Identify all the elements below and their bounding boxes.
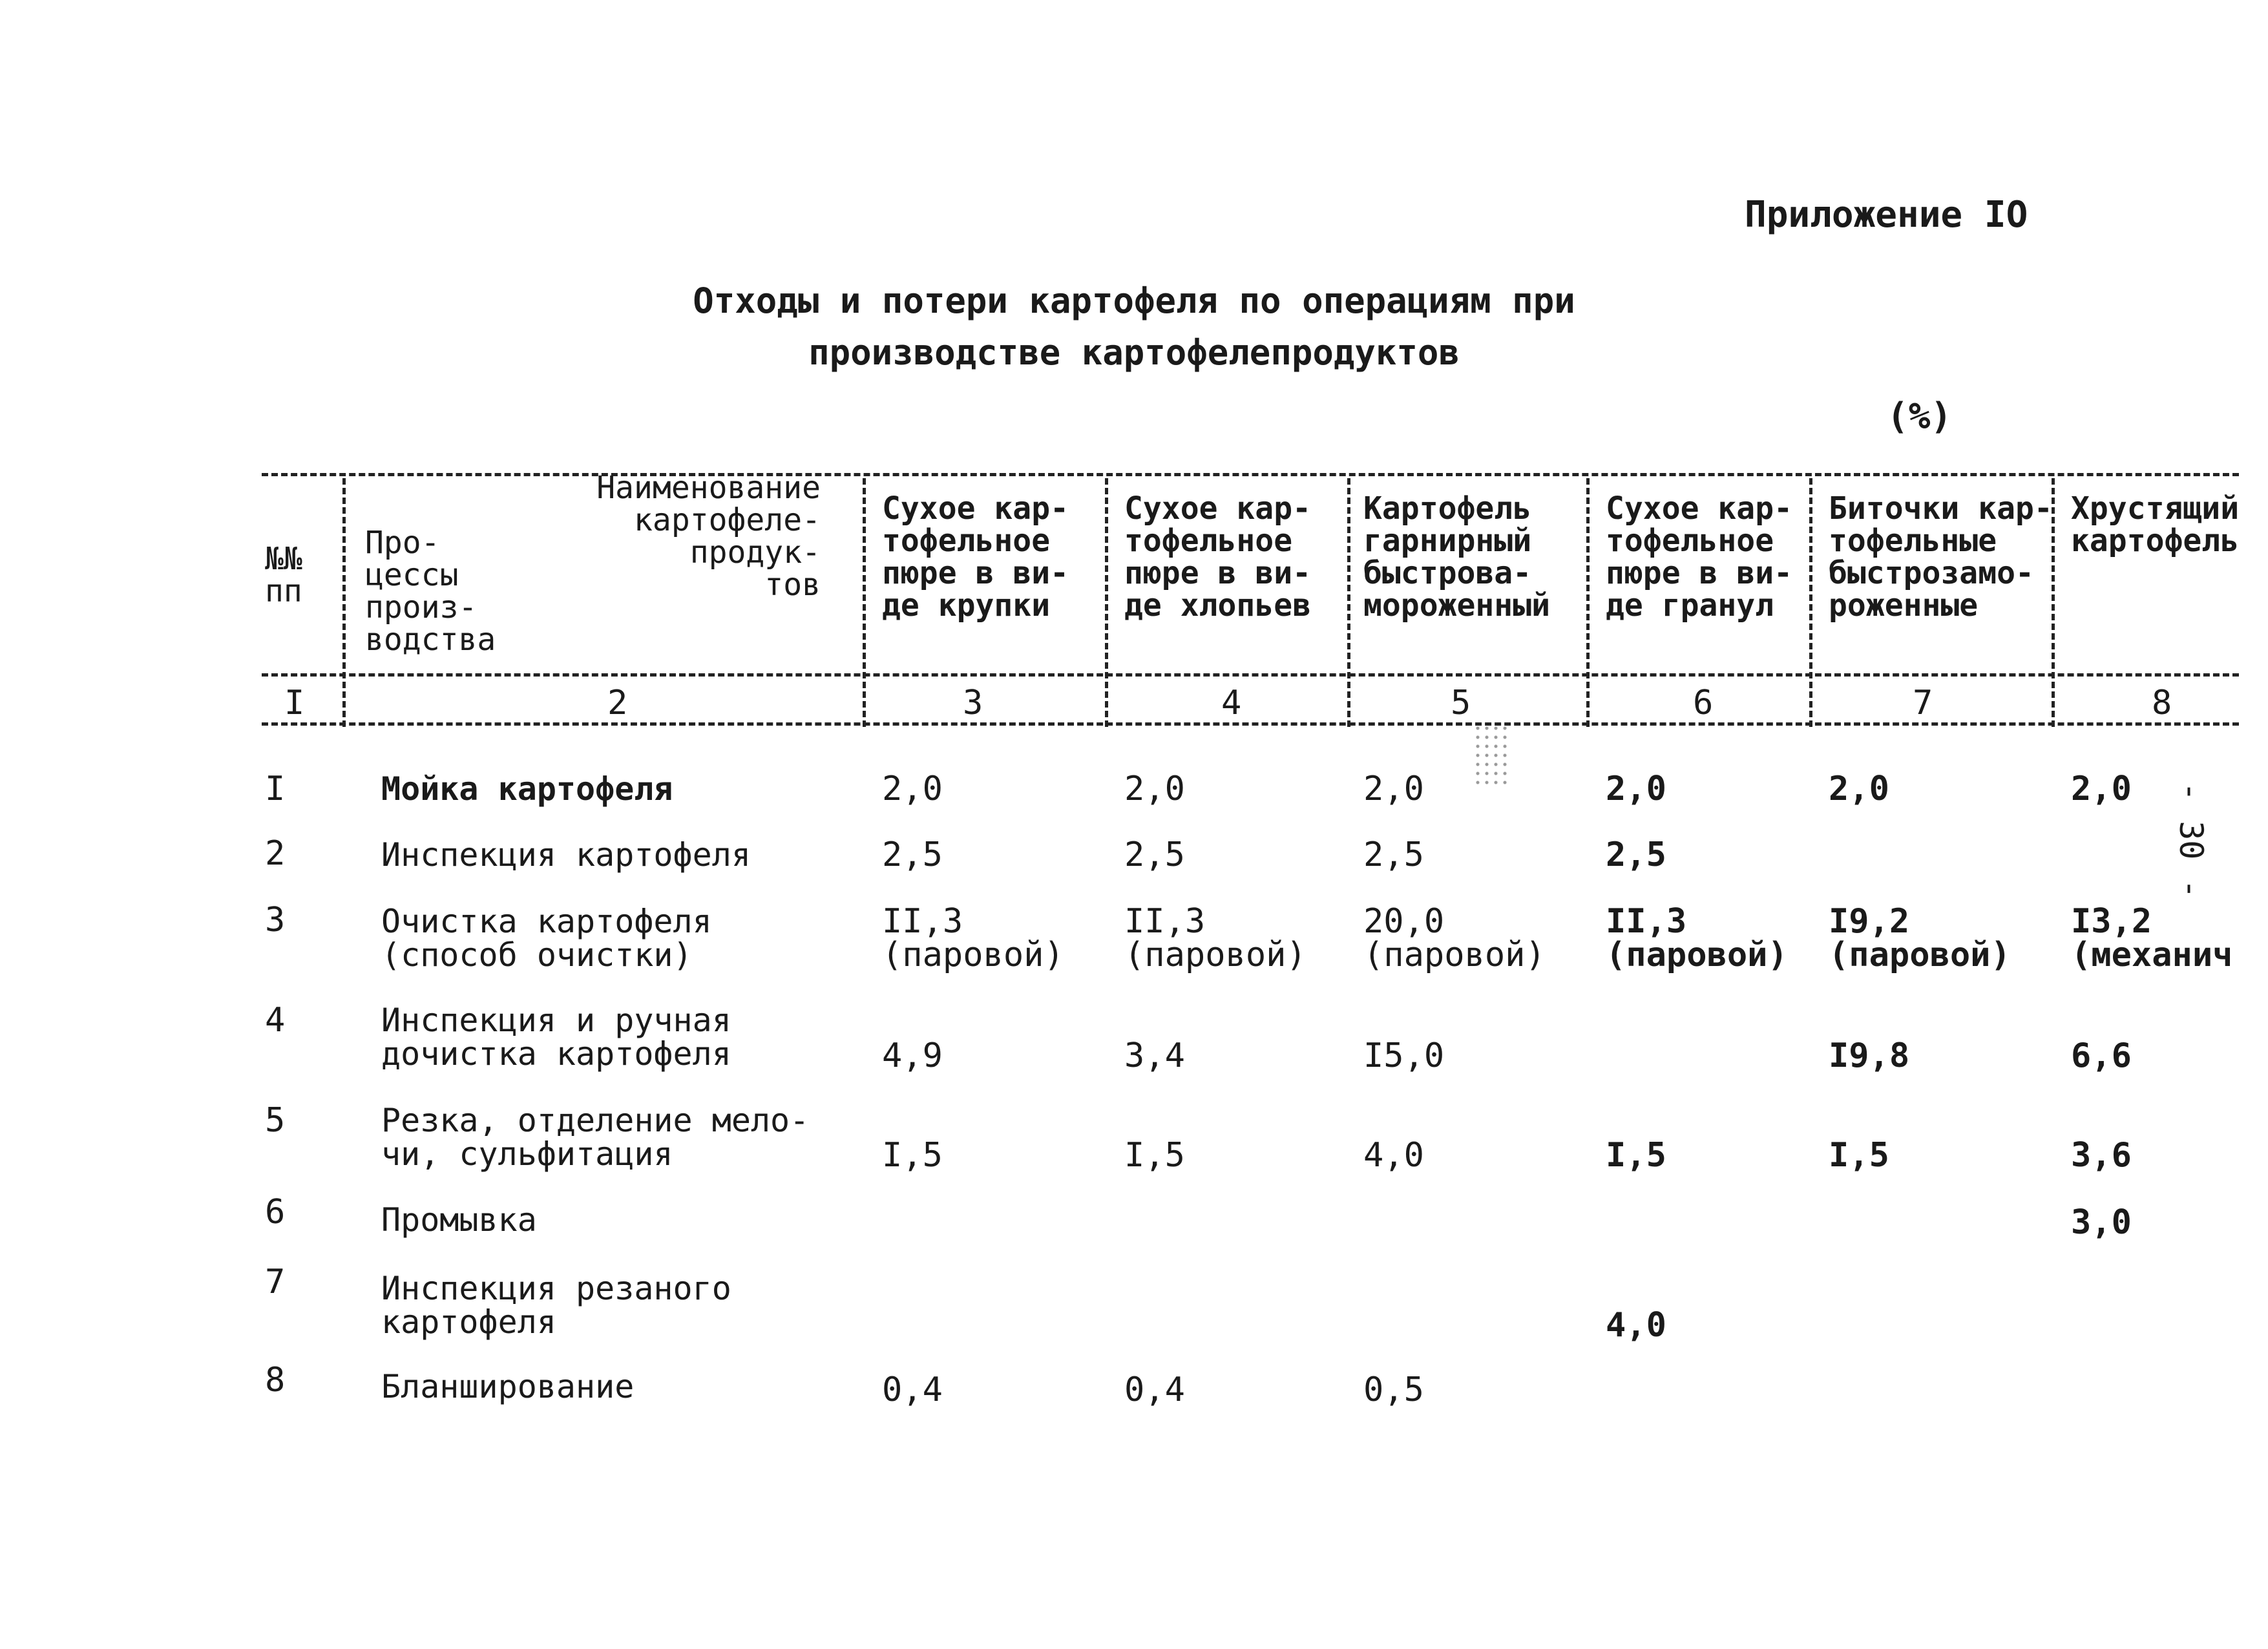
cell-col6: I,5 xyxy=(1606,1136,1666,1175)
column-number-rule xyxy=(262,722,2239,726)
row-number: 8 xyxy=(265,1361,286,1400)
row-process-name: Резка, отделение мело- чи, сульфитация xyxy=(381,1102,810,1173)
divider-4 xyxy=(1347,478,1350,727)
cell-col4: 2,0 xyxy=(1124,770,1185,808)
row-number: 2 xyxy=(265,834,286,873)
header-col6: Сухое кар- тофельное пюре в ви- де гранул xyxy=(1606,490,1792,624)
divider-3 xyxy=(1105,478,1108,727)
cell-col5: 0,5 xyxy=(1363,1371,1424,1409)
header-product-name: Наименование картофеле- продук- тов xyxy=(596,470,821,603)
column-number: 3 xyxy=(963,684,983,722)
header-col7: Биточки кар- тофельные быстрозамо- роженные xyxy=(1829,490,2053,624)
scan-smudge xyxy=(1473,724,1512,788)
row-process-name: Мойка картофеля xyxy=(381,770,673,808)
cell-col5: 20,0 (паровой) xyxy=(1363,902,1546,974)
row-number: 5 xyxy=(265,1101,286,1140)
column-number: 8 xyxy=(2152,684,2172,722)
column-number: 2 xyxy=(607,684,628,722)
cell-col5: 2,5 xyxy=(1363,835,1424,874)
page-number: - 30 - xyxy=(2172,782,2210,899)
unit-label: (%) xyxy=(1887,395,1953,437)
cell-col6: 2,5 xyxy=(1606,835,1666,874)
cell-col6: II,3 (паровой) xyxy=(1606,902,1788,974)
cell-col3: 0,4 xyxy=(882,1371,943,1409)
row-number: 4 xyxy=(265,1001,286,1040)
cell-col7: I,5 xyxy=(1829,1136,1889,1175)
header-num: №№ пп xyxy=(265,541,302,609)
row-process-name: Инспекция и ручная дочистка картофеля xyxy=(381,1002,731,1073)
divider-1 xyxy=(342,478,346,727)
column-number: I xyxy=(284,684,305,722)
cell-col4: 3,4 xyxy=(1124,1036,1185,1075)
cell-col5: 4,0 xyxy=(1363,1136,1424,1175)
header-process: Про- цессы произ- водства xyxy=(365,525,496,658)
cell-col3: II,3 (паровой) xyxy=(882,902,1064,974)
cell-col3: 4,9 xyxy=(882,1036,943,1075)
divider-2 xyxy=(863,478,866,727)
header-col4: Сухое кар- тофельное пюре в ви- де хлопьев xyxy=(1124,490,1311,624)
cell-col8: 3,6 xyxy=(2071,1136,2132,1175)
column-number: 5 xyxy=(1451,684,1471,722)
cell-col7: I9,2 (паровой) xyxy=(1829,902,2011,974)
row-process-name: Очистка картофеля (способ очистки) xyxy=(381,903,712,974)
table-title-line-2: производстве картофелепродуктов xyxy=(808,332,1460,373)
cell-col6: 4,0 xyxy=(1606,1306,1666,1345)
cell-col5: I5,0 xyxy=(1363,1036,1445,1075)
header-col5: Картофель гарнирный быстрова- мороженный xyxy=(1363,490,1550,624)
cell-col7: 2,0 xyxy=(1829,770,1889,808)
header-top-rule xyxy=(262,473,2239,476)
row-process-name: Бланширование xyxy=(381,1368,635,1405)
cell-col4: 2,5 xyxy=(1124,835,1185,874)
divider-6 xyxy=(1809,478,1812,727)
row-number: 7 xyxy=(265,1263,286,1301)
cell-col6: 2,0 xyxy=(1606,770,1666,808)
row-number: I xyxy=(265,770,286,808)
appendix-label: Приложение IO xyxy=(1745,194,2028,236)
row-process-name: Инспекция резаного картофеля xyxy=(381,1270,731,1341)
cell-col4: I,5 xyxy=(1124,1136,1185,1175)
header-col3: Сухое кар- тофельное пюре в ви- де крупки xyxy=(882,490,1069,624)
cell-col7: I9,8 xyxy=(1829,1036,1910,1075)
column-number: 6 xyxy=(1693,684,1714,722)
cell-col8: 2,0 xyxy=(2071,770,2132,808)
cell-col8: 3,0 xyxy=(2071,1203,2132,1242)
column-number: 4 xyxy=(1221,684,1242,722)
divider-5 xyxy=(1586,478,1590,727)
header-col8: Хрустящий картофель xyxy=(2071,492,2240,557)
row-process-name: Инспекция картофеля xyxy=(381,836,751,874)
cell-col3: 2,5 xyxy=(882,835,943,874)
cell-col8: 6,6 xyxy=(2071,1036,2132,1075)
cell-col4: II,3 (паровой) xyxy=(1124,902,1307,974)
cell-col4: 0,4 xyxy=(1124,1371,1185,1409)
row-process-name: Промывка xyxy=(381,1201,537,1239)
cell-col8: I3,2 (механич xyxy=(2071,905,2233,972)
table-title-line-1: Отходы и потери картофеля по операциям при xyxy=(693,280,1575,321)
cell-col3: 2,0 xyxy=(882,770,943,808)
column-number: 7 xyxy=(1913,684,1933,722)
cell-col5: 2,0 xyxy=(1363,770,1424,808)
cell-col3: I,5 xyxy=(882,1136,943,1175)
header-bottom-rule xyxy=(262,673,2239,677)
row-number: 3 xyxy=(265,901,286,940)
row-number: 6 xyxy=(265,1193,286,1232)
